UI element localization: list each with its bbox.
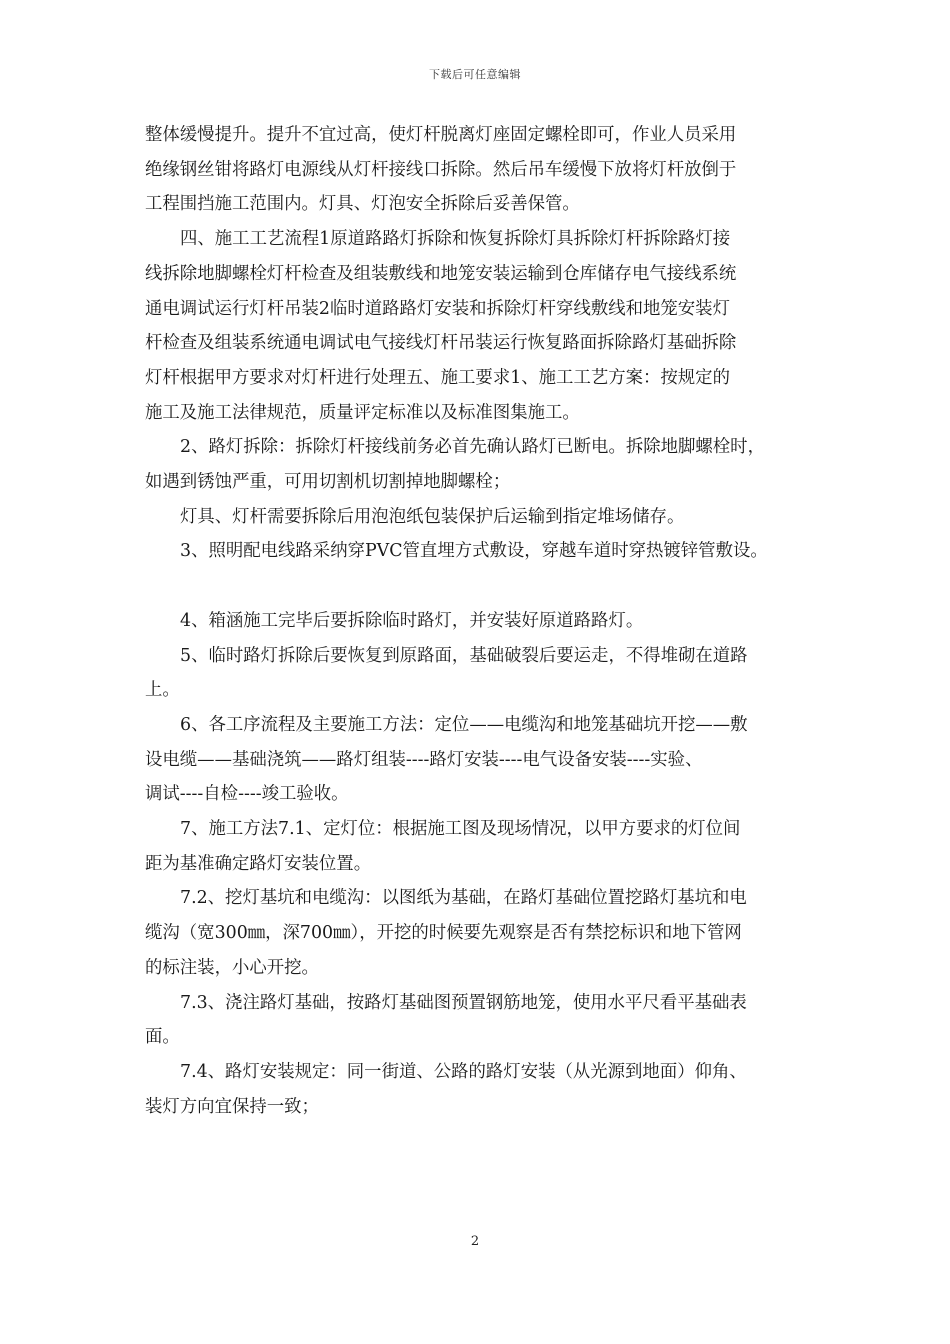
text-line: 调试----自检----竣工验收。	[145, 784, 349, 805]
paragraph-start: 6、各工序流程及主要施工方法：定位——电缆沟和地笼基础坑开挖——敷	[180, 714, 748, 735]
paragraph-start: 7、施工方法7.1、定灯位：根据施工图及现场情况，以甲方要求的灯位间	[180, 819, 741, 840]
text-line: 整体缓慢提升。提升不宜过高，使灯杆脱离灯座固定螺栓即可，作业人员采用	[145, 125, 737, 145]
paragraph-start: 7.3、浇注路灯基础，按路灯基础图预置钢筋地笼，使用水平尺看平基础表	[180, 992, 747, 1013]
text-line: 的标注装，小心开挖。	[145, 957, 319, 978]
text-line: 如遇到锈蚀严重，可用切割机切割掉地脚螺栓；	[145, 472, 511, 493]
paragraph-start: 5、临时路灯拆除后要恢复到原路面，基础破裂后要运走，不得堆砌在道路	[180, 645, 748, 666]
text-line: 工程围挡施工范围内。灯具、灯泡安全拆除后妥善保管。	[145, 194, 580, 215]
text-line: 装灯方向宜保持一致；	[145, 1096, 319, 1117]
paragraph-start: 灯具、灯杆需要拆除后用泡泡纸包装保护后运输到指定堆场储存。	[180, 506, 685, 527]
blank-line	[145, 569, 811, 604]
paragraph-start: 4、箱涵施工完毕后要拆除临时路灯，并安装好原道路路灯。	[180, 610, 644, 631]
text-line: 通电调试运行灯杆吊装2临时道路路灯安装和拆除灯杆穿线敷线和地笼安装灯	[145, 298, 730, 319]
page-number: 2	[470, 1234, 480, 1249]
paragraph-start: 2、路灯拆除：拆除灯杆接线前务必首先确认路灯已断电。拆除地脚螺栓时，	[180, 437, 765, 458]
text-line: 施工及施工法律规范，质量评定标准以及标准图集施工。	[145, 402, 580, 423]
text-line: 缆沟（宽300㎜，深700㎜），开挖的时候要先观察是否有禁挖标识和地下管网	[145, 923, 742, 944]
page-header: 下载后可任意编辑	[429, 68, 521, 81]
text-line: 面。	[145, 1027, 180, 1048]
text-line: 上。	[145, 680, 180, 701]
text-line: 线拆除地脚螺栓灯杆检查及组装敷线和地笼安装运输到仓库储存电气接线系统	[145, 263, 737, 284]
text-line: 距为基准确定路灯安装位置。	[145, 853, 372, 874]
paragraph-start: 7.2、挖灯基坑和电缆沟：以图纸为基础，在路灯基础位置挖路灯基坑和电	[180, 888, 747, 909]
paragraph-start: 7.4、路灯安装规定：同一街道、公路的路灯安装（从光源到地面）仰角、	[180, 1061, 747, 1082]
body-text	[145, 118, 811, 1124]
text-line: 灯杆根据甲方要求对灯杆进行处理五、施工要求1、施工工艺方案：按规定的	[145, 367, 730, 388]
text-line: 设电缆——基础浇筑——路灯组装----路灯安装----电气设备安装----实验、	[145, 749, 703, 770]
text-line: 绝缘钢丝钳将路灯电源线从灯杆接线口拆除。然后吊车缓慢下放将灯杆放倒于	[145, 159, 737, 180]
paragraph-start: 四、施工工艺流程1原道路路灯拆除和恢复拆除灯具拆除灯杆拆除路灯接	[180, 229, 731, 250]
paragraph-start: 3、照明配电线路采纳穿PVC管直埋方式敷设，穿越车道时穿热镀锌管敷设。	[180, 541, 768, 562]
text-line: 杆检查及组装系统通电调试电气接线灯杆吊装运行恢复路面拆除路灯基础拆除	[145, 333, 737, 354]
